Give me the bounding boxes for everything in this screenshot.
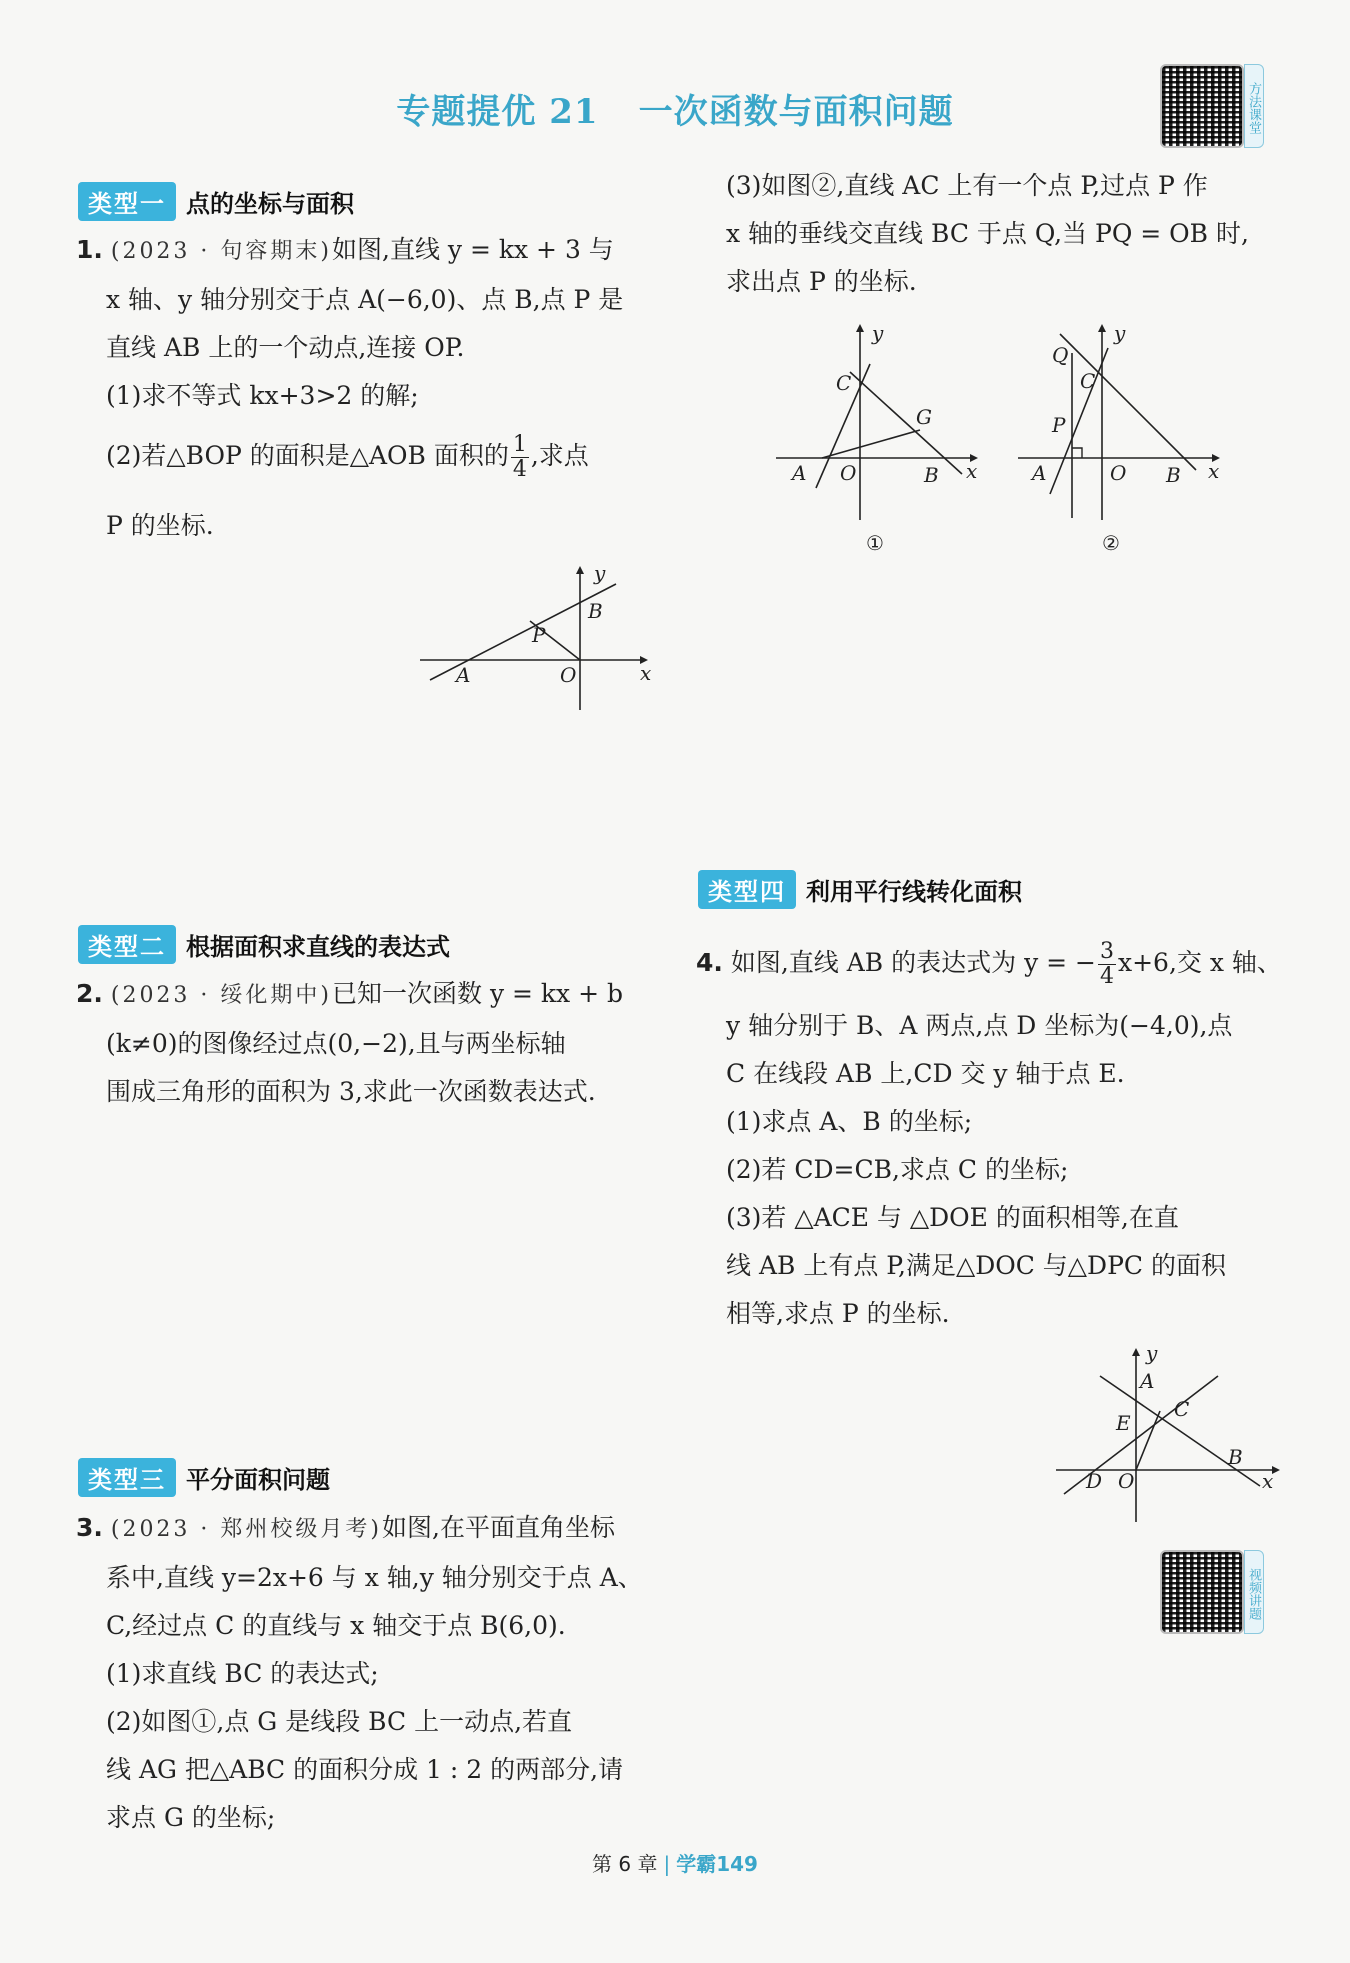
- fig3a-label-a: A: [792, 461, 807, 485]
- problem-2-number: 2.: [76, 979, 103, 1008]
- problem-4-q3b: 线 AB 上有点 P,满足△DOC 与△DPC 的面积: [726, 1251, 1226, 1280]
- footer-page-number: 149: [716, 1852, 758, 1876]
- section-1-heading: [78, 182, 354, 221]
- fig1-label-b: B: [588, 599, 603, 623]
- section-4-title: 利用平行线转化面积: [806, 878, 1022, 906]
- title-part2: 一次函数与面积问题: [638, 92, 954, 132]
- fig3b-label-c: C: [1080, 369, 1096, 393]
- problem-2: [76, 970, 666, 1116]
- fig3b-label-a: A: [1032, 461, 1047, 485]
- problem-1-q1: (1)求不等式 kx+3>2 的解;: [106, 381, 419, 410]
- section-3-heading: [78, 1458, 330, 1497]
- figure-3-1: [770, 318, 990, 568]
- section-3-title: 平分面积问题: [186, 1466, 330, 1494]
- problem-1-line2: x 轴、y 轴分别交于点 A(−6,0)、点 B,点 P 是: [106, 285, 624, 314]
- fig3b-label-x: x: [1208, 459, 1220, 483]
- fig4-label-e: E: [1116, 1411, 1131, 1435]
- problem-4-line1-pre: 如图,直线 AB 的表达式为 y = −: [730, 948, 1096, 977]
- fraction-numerator: 3: [1100, 939, 1114, 964]
- problem-3-line3: C,经过点 C 的直线与 x 轴交于点 B(6,0).: [106, 1611, 566, 1640]
- problem-3-part3: [726, 162, 1286, 306]
- section-4-badge: 类型四: [698, 870, 796, 909]
- problem-4-q2: (2)若 CD=CB,求点 C 的坐标;: [726, 1155, 1069, 1184]
- qr-code-bottom[interactable]: [1160, 1550, 1244, 1634]
- problem-1-q2-post: ,求点: [530, 441, 589, 470]
- fig3b-right-angle: [1072, 448, 1082, 458]
- problem-2-line2: (k≠0)的图像经过点(0,−2),且与两坐标轴: [106, 1029, 566, 1058]
- fig3a-line-ag: [822, 430, 920, 458]
- fig3b-label-y: y: [1114, 321, 1126, 345]
- figure-3-2: [1012, 318, 1232, 568]
- problem-3-source: (2023 · 郑州校级月考): [110, 1517, 382, 1542]
- problem-3-line2: 系中,直线 y=2x+6 与 x 轴,y 轴分别交于点 A、: [106, 1563, 643, 1592]
- footer-brand: 学霸: [676, 1852, 717, 1876]
- problem-3-line1: 如图,在平面直角坐标: [382, 1513, 615, 1542]
- fraction-denominator: 4: [1100, 964, 1114, 989]
- fig3a-label-y: y: [872, 321, 884, 345]
- problem-3-q1: (1)求直线 BC 的表达式;: [106, 1659, 379, 1688]
- problem-4-line2: y 轴分别于 B、A 两点,点 D 坐标为(−4,0),点: [726, 1011, 1233, 1040]
- fig3b-caption: ②: [1102, 531, 1120, 555]
- fig3a-label-b: B: [924, 463, 939, 487]
- fig3b-label-o: O: [1110, 461, 1127, 485]
- fig3b-label-b: B: [1166, 463, 1181, 487]
- fig3b-y-arrow: [1098, 324, 1106, 332]
- fig4-label-a: A: [1140, 1369, 1155, 1393]
- problem-3-q2a: (2)如图①,点 G 是线段 BC 上一动点,若直: [106, 1707, 573, 1736]
- fraction-denominator: 4: [512, 457, 527, 482]
- section-2-heading: [78, 925, 450, 964]
- problem-2-source: (2023 · 绥化期中): [110, 983, 332, 1008]
- fig4-segment-oc: [1136, 1411, 1160, 1470]
- fig1-label-y: y: [594, 561, 606, 585]
- qr-code-top[interactable]: [1160, 64, 1244, 148]
- problem-1-number: 1.: [76, 235, 103, 264]
- fig3a-y-arrow: [856, 324, 864, 332]
- fig4-label-d: D: [1086, 1469, 1103, 1493]
- figure-4: [1050, 1346, 1290, 1526]
- problem-3-number: 3.: [76, 1513, 103, 1542]
- section-4-heading: [698, 870, 1022, 909]
- problem-1-q2-end: P 的坐标.: [106, 511, 214, 540]
- section-2-title: 根据面积求直线的表达式: [186, 933, 450, 961]
- problem-2-line3: 围成三角形的面积为 3,求此一次函数表达式.: [106, 1077, 596, 1106]
- fig1-label-p: P: [532, 623, 546, 647]
- problem-1-line1: 如图,直线 y = kx + 3 与: [332, 235, 614, 264]
- problem-4-line3: C 在线段 AB 上,CD 交 y 轴于点 E.: [726, 1059, 1125, 1088]
- fig3a-label-o: O: [840, 461, 857, 485]
- figure-1: [420, 560, 660, 720]
- fig3a-label-x: x: [966, 459, 978, 483]
- fig1-y-arrow: [576, 566, 584, 574]
- fig3b-line-bc: [1060, 334, 1196, 470]
- fraction-numerator: 1: [512, 432, 527, 457]
- problem-3-q2c: 求点 G 的坐标;: [106, 1803, 276, 1832]
- fig3b-label-q: Q: [1052, 343, 1069, 367]
- problem-1-source: (2023 · 句容期末): [110, 239, 332, 264]
- title-part1: 专题提优 21: [396, 92, 599, 132]
- fig3b-label-p: P: [1052, 413, 1066, 437]
- page-title: [0, 84, 1350, 133]
- fig3a-caption: ①: [866, 531, 884, 555]
- fig3a-label-g: G: [916, 405, 932, 429]
- fig4-y-arrow: [1132, 1348, 1140, 1356]
- qr-bottom-label: 视频讲题: [1244, 1550, 1264, 1634]
- problem-3: [76, 1504, 666, 1842]
- fig1-label-x: x: [640, 661, 652, 685]
- footer-chapter: 第 6 章: [592, 1852, 658, 1876]
- fig4-label-b: B: [1228, 1445, 1243, 1469]
- problem-4-fraction: [1098, 940, 1116, 989]
- problem-2-line1: 已知一次函数 y = kx + b: [332, 979, 624, 1008]
- page-footer: 第 6 章 | 学霸149: [592, 1852, 758, 1876]
- section-1-title: 点的坐标与面积: [186, 190, 354, 218]
- fig3a-label-c: C: [836, 371, 852, 395]
- qr-top-label: 方法课堂: [1244, 64, 1264, 148]
- problem-3-q2b: 线 AG 把△ABC 的面积分成 1 : 2 的两部分,请: [106, 1755, 624, 1784]
- problem-3-q3b: x 轴的垂线交直线 BC 于点 Q,当 PQ = OB 时,: [726, 219, 1249, 248]
- problem-4: [696, 930, 1296, 1338]
- problem-4-q1: (1)求点 A、B 的坐标;: [726, 1107, 973, 1136]
- problem-1-fraction: [511, 433, 529, 482]
- problem-3-q3c: 求出点 P 的坐标.: [726, 267, 917, 296]
- fig4-label-c: C: [1174, 1397, 1190, 1421]
- fig4-label-y: y: [1146, 1346, 1158, 1365]
- problem-1-line3: 直线 AB 上的一个动点,连接 OP.: [106, 333, 465, 362]
- problem-3-q3a: (3)如图②,直线 AC 上有一个点 P,过点 P 作: [726, 171, 1208, 200]
- problem-1-q2-pre: (2)若△BOP 的面积是△AOB 面积的: [106, 441, 509, 470]
- section-2-badge: 类型二: [78, 925, 176, 964]
- problem-1: [76, 226, 656, 550]
- fig1-label-o: O: [560, 663, 577, 687]
- problem-4-q3c: 相等,求点 P 的坐标.: [726, 1299, 950, 1328]
- section-3-badge: 类型三: [78, 1458, 176, 1497]
- section-1-badge: 类型一: [78, 182, 176, 221]
- fig1-label-a: A: [456, 663, 471, 687]
- problem-4-number: 4.: [696, 948, 723, 977]
- fig4-label-o: O: [1118, 1469, 1135, 1493]
- fig4-label-x: x: [1262, 1469, 1274, 1493]
- problem-4-line1-post: x+6,交 x 轴、: [1118, 948, 1282, 977]
- problem-4-q3a: (3)若 △ACE 与 △DOE 的面积相等,在直: [726, 1203, 1179, 1232]
